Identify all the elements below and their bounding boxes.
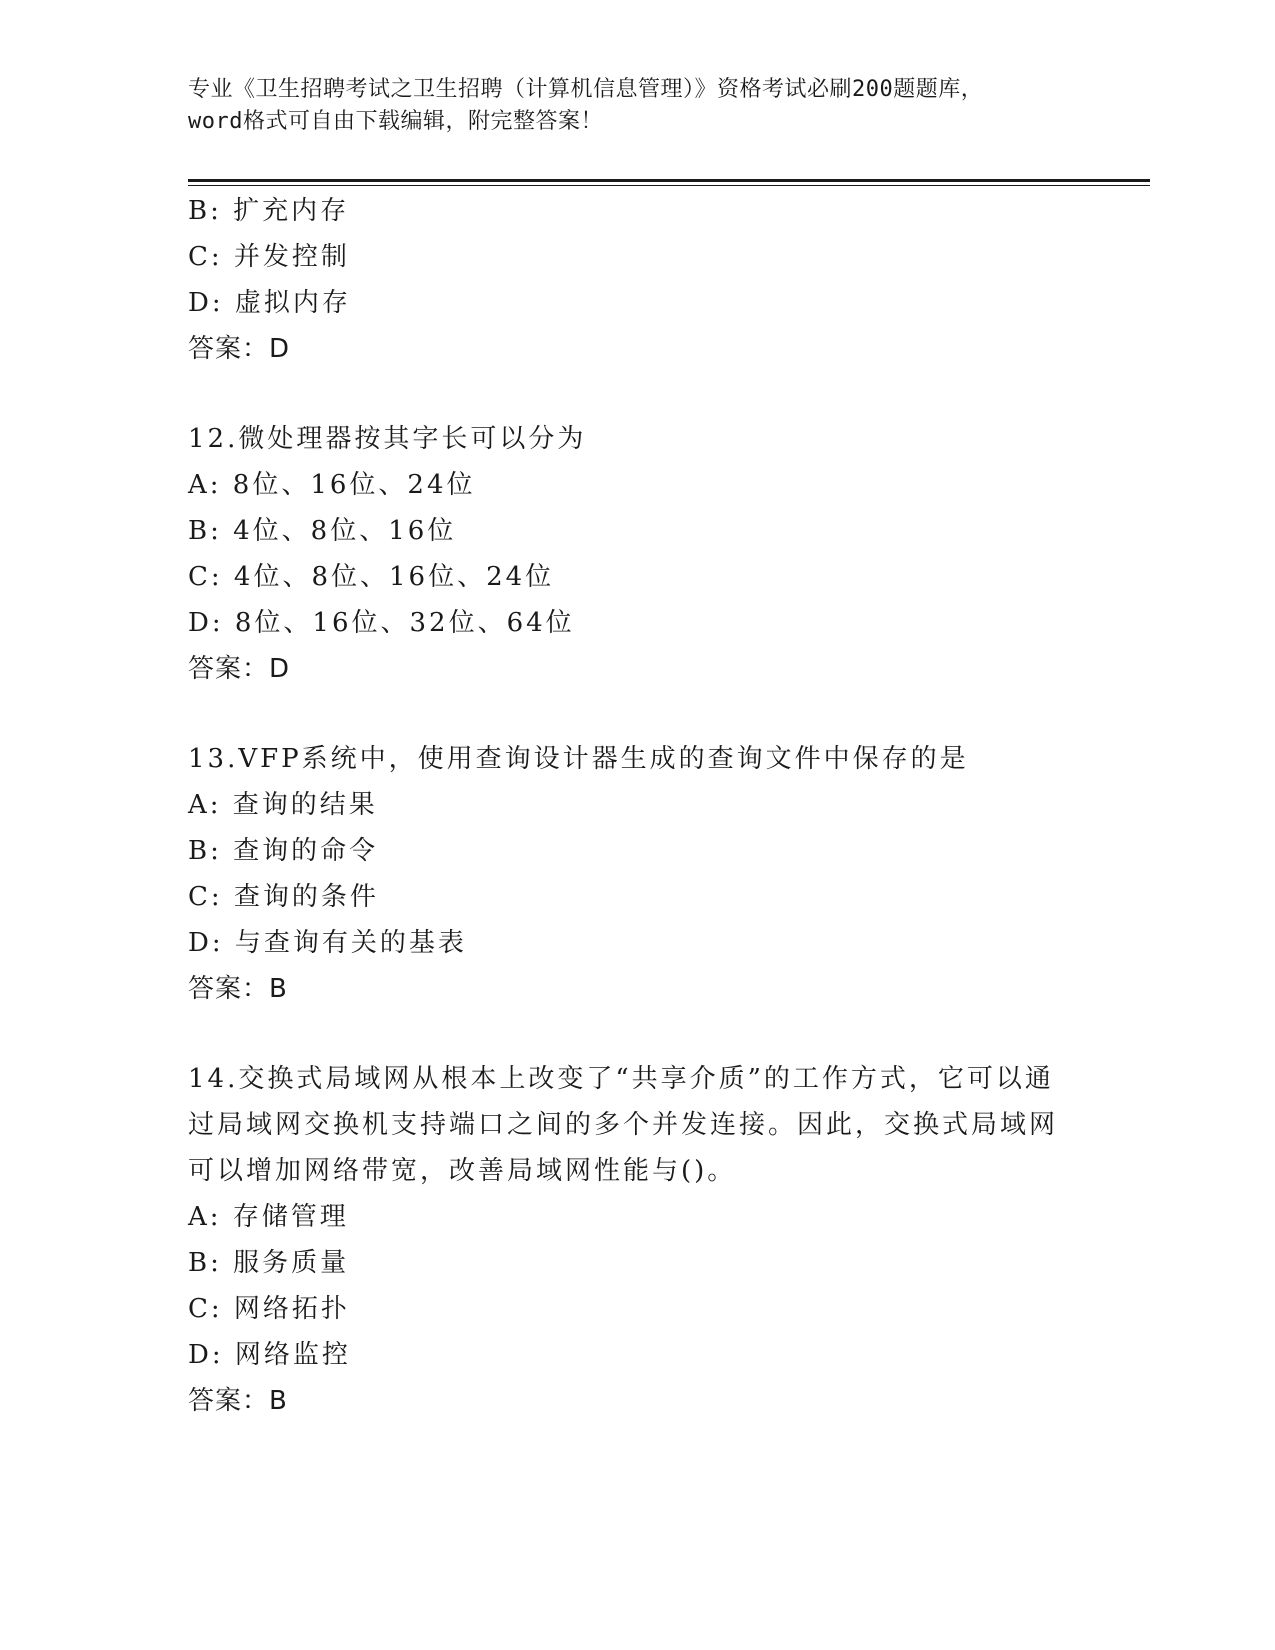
option-b: B: 服务质量 [188,1248,350,1278]
option-b: B: 查询的命令 [188,836,379,866]
document-body [188,188,1088,1424]
header-divider-thin [188,185,1150,186]
answer-line: 答案：D [188,334,291,364]
option-a: A: 8位、16位、24位 [188,470,476,500]
question-text-line-1: 14.交换式局域网从根本上改变了“共享介质”的工作方式，它可以通 [188,1064,1054,1094]
question-text: 12.微处理器按其字长可以分为 [188,424,587,454]
spacer [188,372,1088,416]
question-text: 13.VFP系统中，使用查询设计器生成的查询文件中保存的是 [188,744,969,774]
option-a: A: 存储管理 [188,1202,349,1232]
header-line-2: word格式可自由下载编辑，附完整答案！ [188,109,603,134]
header-divider-thick [188,179,1150,182]
option-d: D: 虚拟内存 [188,288,351,318]
option-d: D: 网络监控 [188,1340,351,1370]
option-a: A: 查询的结果 [188,790,378,820]
answer-line: 答案：B [188,974,288,1004]
answer-line: 答案：D [188,654,291,684]
option-c: C: 查询的条件 [188,882,379,912]
option-d: D: 与查询有关的基表 [188,928,467,958]
spacer [188,1012,1088,1056]
question-14 [188,1056,1088,1424]
answer-line: 答案：B [188,1386,288,1416]
option-d: D: 8位、16位、32位、64位 [188,608,575,638]
option-b: B: 扩充内存 [188,196,350,226]
document-header [188,74,1088,138]
spacer [188,692,1088,736]
question-12 [188,416,1088,692]
option-c: C: 4位、8位、16位、24位 [188,562,555,592]
option-c: C: 并发控制 [188,242,350,272]
option-b: B: 4位、8位、16位 [188,516,457,546]
question-13 [188,736,1088,1012]
question-text-line-2: 过局域网交换机支持端口之间的多个并发连接。因此，交换式局域网 [188,1110,1059,1140]
question-11-tail [188,188,1088,372]
option-c: C: 网络拓扑 [188,1294,350,1324]
header-line-1: 专业《卫生招聘考试之卫生招聘（计算机信息管理）》资格考试必刷200题题库， [188,77,984,102]
question-text-line-3: 可以增加网络带宽，改善局域网性能与()。 [188,1156,737,1186]
